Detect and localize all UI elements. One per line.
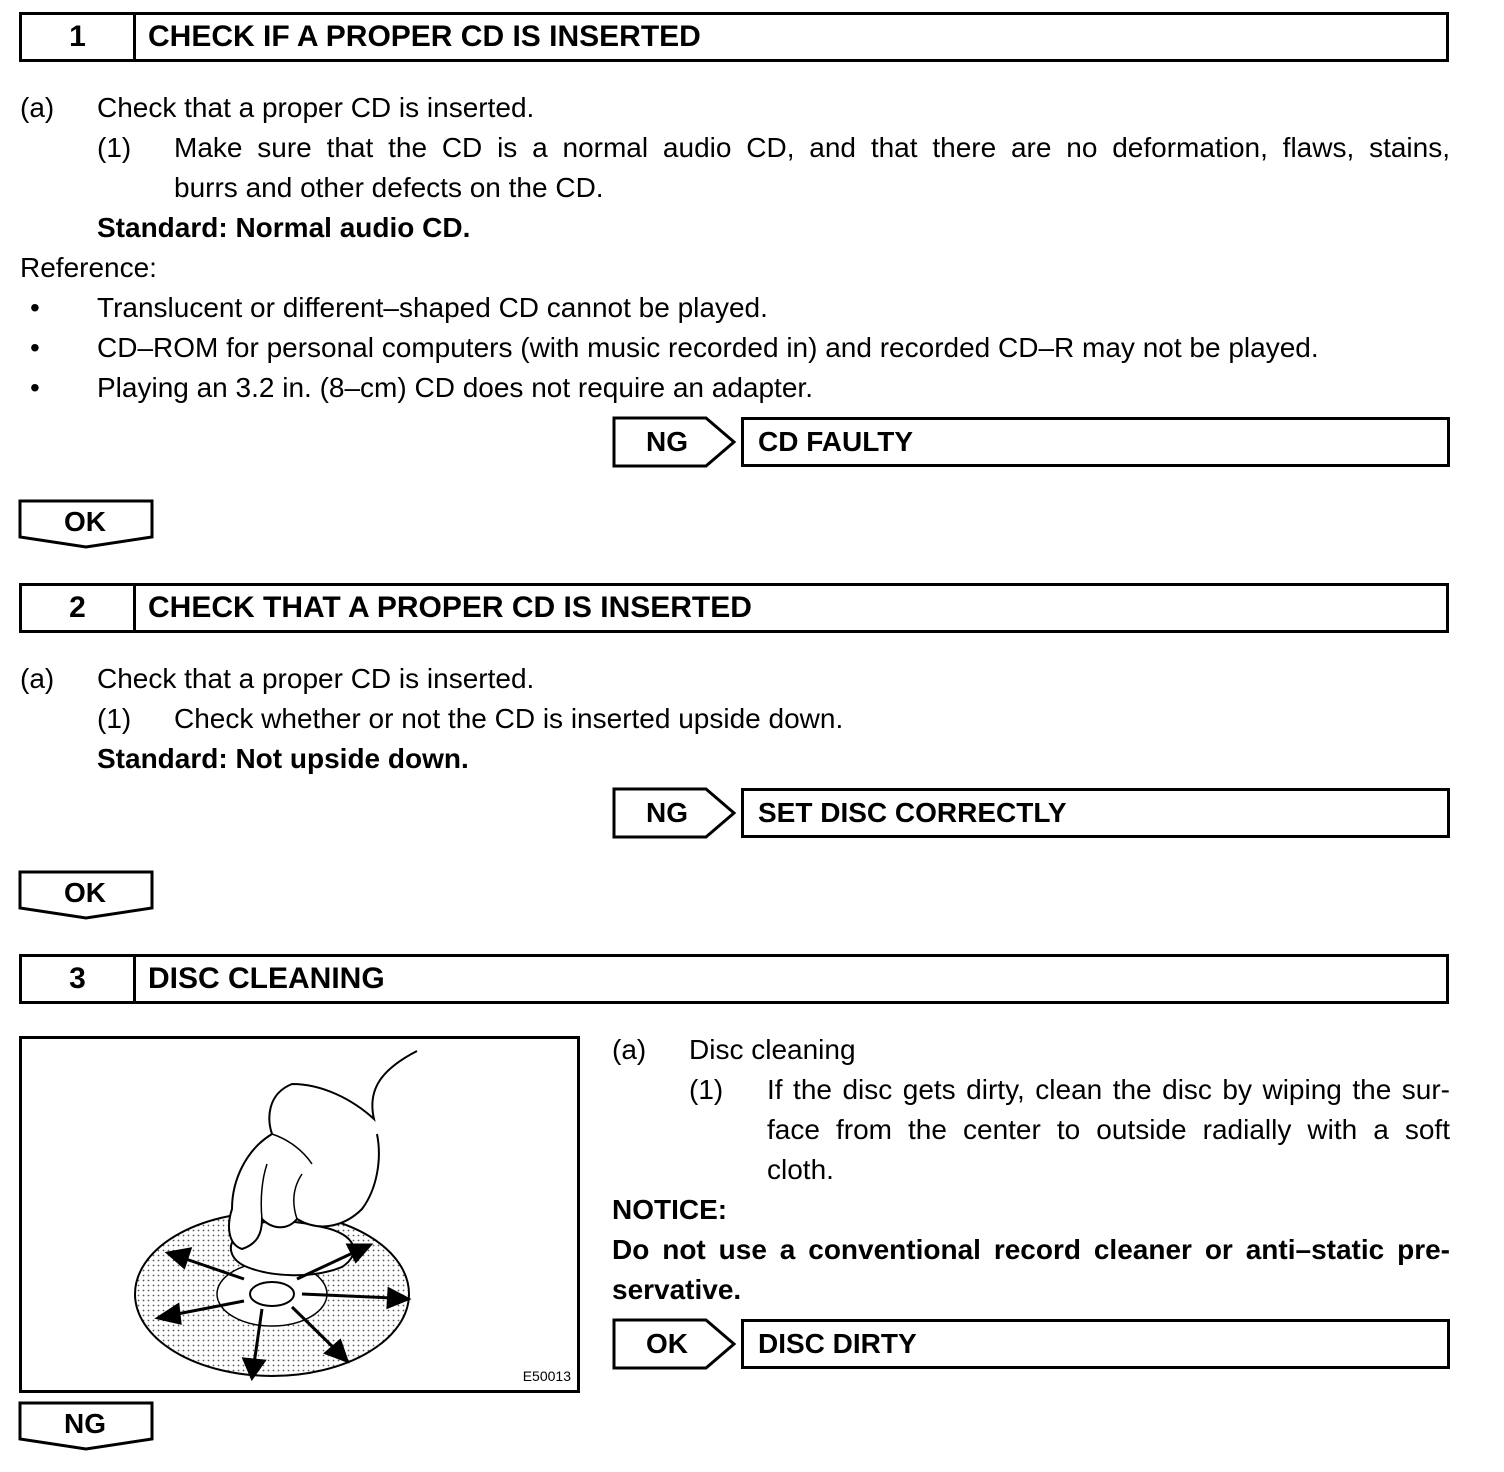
reference-bullet: Translucent or different–shaped CD cannot be played. <box>97 292 768 323</box>
step-number: 1 <box>22 15 136 59</box>
sub-a-label: (a) <box>20 92 55 123</box>
sub-1-line3: cloth. <box>767 1154 834 1185</box>
ng-down-tag <box>18 1401 156 1453</box>
step-1-header <box>19 12 1449 62</box>
reference-bullet: Playing an 3.2 in. (8–cm) CD does not require an adapter. <box>97 372 813 403</box>
notice-line2: servative. <box>612 1274 742 1305</box>
sub-a-label: (a) <box>612 1034 647 1065</box>
step-title: DISC CLEANING <box>148 962 385 995</box>
sub-a-text: Check that a proper CD is inserted. <box>97 92 535 123</box>
step-2-header <box>19 583 1449 633</box>
sub-1-label: (1) <box>689 1074 724 1105</box>
sub-1-line1: Make sure that the CD is a normal audio CD, and that there are no deformation, flaws, stains, <box>174 132 1450 163</box>
disc-wipe-icon <box>22 1039 577 1390</box>
disc-cleaning-illustration <box>19 1036 580 1393</box>
ng-result-box: SET DISC CORRECTLY <box>741 788 1450 838</box>
ng-result-box: CD FAULTY <box>741 417 1450 467</box>
ok-result-box: DISC DIRTY <box>741 1319 1450 1369</box>
ok-down-tag <box>18 870 156 922</box>
reference-bullet: CD–ROM for personal computers (with music recorded in) and recorded CD–R may not be played. <box>97 332 1319 363</box>
bullet-icon: • <box>30 332 40 363</box>
ok-label: OK <box>64 877 106 908</box>
ok-down-tag <box>18 499 156 551</box>
reference-label: Reference: <box>20 252 157 283</box>
figure-id: E50013 <box>522 1368 571 1384</box>
step-number: 2 <box>22 586 136 630</box>
bullet-icon: • <box>30 292 40 323</box>
bullet-icon: • <box>30 372 40 403</box>
notice-line1: Do not use a conventional record cleaner or anti–static pre- <box>612 1234 1450 1265</box>
step-3-header <box>19 954 1449 1004</box>
ng-arrow-tag <box>612 787 738 839</box>
ng-label: NG <box>646 426 688 457</box>
sub-1-label: (1) <box>97 132 132 163</box>
notice-label: NOTICE: <box>612 1194 728 1225</box>
sub-1-line2: burrs and other defects on the CD. <box>174 172 604 203</box>
step-title: CHECK THAT A PROPER CD IS INSERTED <box>148 591 752 624</box>
ng-arrow-tag <box>612 416 738 468</box>
ok-arrow-tag <box>612 1318 738 1370</box>
ng-label: NG <box>64 1408 106 1439</box>
ok-label: OK <box>646 1328 688 1359</box>
step-number: 3 <box>22 957 136 1001</box>
sub-1-label: (1) <box>97 703 132 734</box>
standard-text: Standard: Normal audio CD. <box>97 212 471 243</box>
ok-label: OK <box>64 506 106 537</box>
sub-a-text: Disc cleaning <box>689 1034 856 1065</box>
sub-a-text: Check that a proper CD is inserted. <box>97 663 535 694</box>
sub-1-line1: If the disc gets dirty, clean the disc by wiping the sur- <box>767 1074 1450 1105</box>
sub-1-line2: face from the center to outside radially with a soft <box>767 1114 1450 1145</box>
sub-a-label: (a) <box>20 663 55 694</box>
step-title: CHECK IF A PROPER CD IS INSERTED <box>148 20 701 53</box>
sub-1-text: Check whether or not the CD is inserted upside down. <box>174 703 844 734</box>
standard-text: Standard: Not upside down. <box>97 743 469 774</box>
ng-label: NG <box>646 797 688 828</box>
